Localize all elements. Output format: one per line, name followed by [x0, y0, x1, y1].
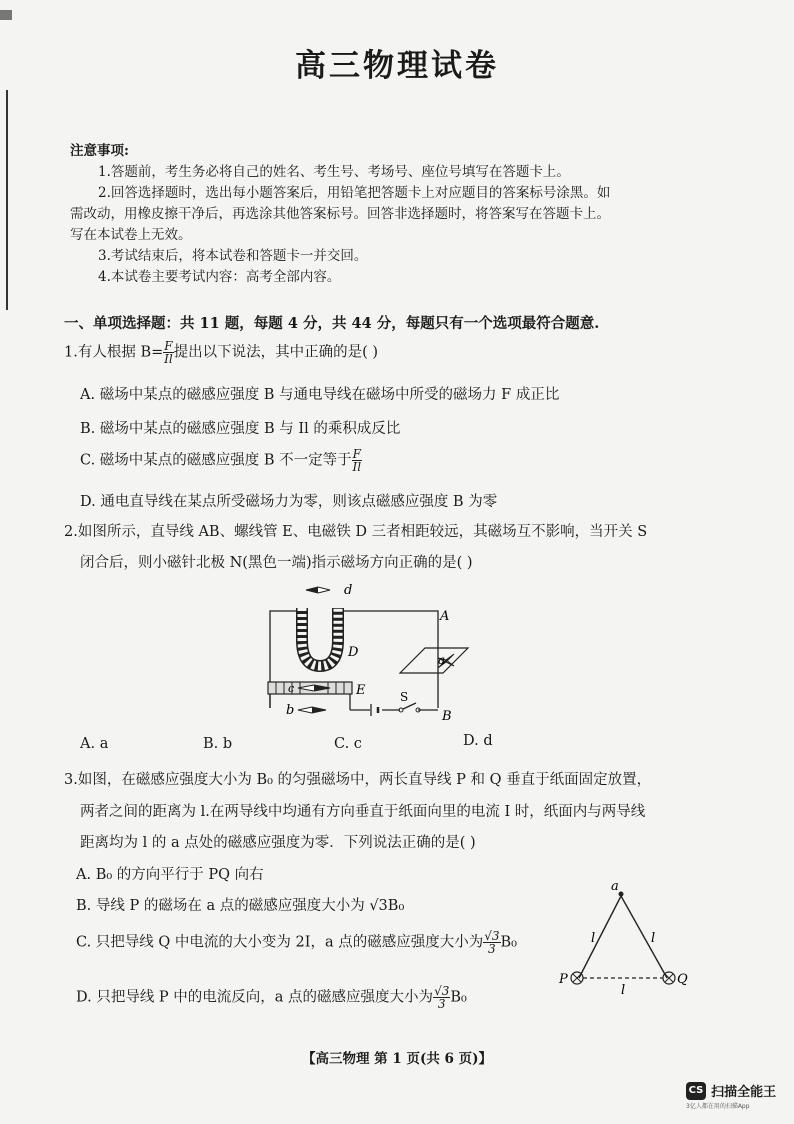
q3-triangle-diagram — [555, 880, 705, 995]
label-l-right: l — [651, 931, 656, 946]
q3-option-d-fraction: $\frac{√3}{3}$ — [434, 984, 450, 1011]
q2-stem-line-1: 2.如图所示，直导线 AB、螺线管 E、电磁铁 D 三者相距较远，其磁场互不影响，当开关 S — [64, 524, 648, 540]
label-l-bottom: l — [621, 983, 626, 995]
label-a: a — [438, 653, 446, 667]
scanner-name: 扫描全能王 — [711, 1085, 777, 1100]
q3-option-a: A. B₀ 的方向平行于 PQ 向右 — [76, 867, 264, 883]
q3-stem-line-2: 两者之间的距离为 l.在两导线中均通有方向垂直于纸面向里的电流 I 时，纸面内与两导线 — [80, 804, 646, 820]
scanner-watermark — [686, 1080, 776, 1110]
q3-option-c-fraction: $\frac{√3}{3}$ — [484, 929, 500, 956]
q1-option-a: A. 磁场中某点的磁感应强度 B 与通电导线在磁场中所受的磁场力 F 成正比 — [80, 387, 560, 403]
q3-stem-line-1: 3.如图，在磁感应强度大小为 B₀ 的匀强磁场中，两长直导线 P 和 Q 垂直于纸面固定放置， — [64, 772, 652, 788]
label-S: S — [400, 690, 409, 704]
q1-stem-pre: 1.有人根据 B= — [64, 344, 164, 361]
scanner-logo-icon: CS — [686, 1082, 706, 1100]
label-D: D — [348, 645, 359, 660]
label-P: P — [559, 972, 568, 987]
q1-option-b: B. 磁场中某点的磁感应强度 B 与 Il 的乘积成反比 — [80, 421, 401, 437]
q3-option-b: B. 导线 P 的磁场在 a 点的磁感应强度大小为 √3B₀ — [76, 898, 405, 914]
notice-heading: 注意事项: — [70, 143, 129, 159]
q2-stem-line-2: 闭合后，则小磁针北极 N(黑色一端)指示磁场方向正确的是( ) — [80, 555, 473, 571]
notice-line-2c: 写在本试卷上无效。 — [70, 227, 192, 243]
notice-line-2b: 需改动，用橡皮擦干净后，再选涂其他答案标号。回答非选择题时，将答案写在答题卡上。 — [70, 206, 610, 222]
label-E: E — [356, 683, 366, 698]
label-a-point: a — [611, 880, 619, 894]
page-edge-shadow — [6, 90, 8, 310]
q2-circuit-diagram — [260, 578, 470, 723]
q1-stem-post: 提出以下说法，其中正确的是( ) — [173, 344, 379, 361]
q2-option-b: B. b — [203, 736, 233, 752]
notice-line-2a: 2.回答选择题时，选出每小题答案后，用铅笔把答题卡上对应题目的答案标号涂黑。如 — [98, 185, 611, 201]
page-title: 高三物理试卷 — [295, 48, 499, 84]
q2-option-c: C. c — [334, 736, 362, 752]
page-corner-mark — [0, 10, 12, 20]
q1-option-d: D. 通电直导线在某点所受磁场力为零，则该点磁感应强度 B 为零 — [80, 494, 498, 510]
label-A: A — [440, 609, 450, 624]
q2-option-d: D. d — [463, 733, 493, 749]
q2-option-a: A. a — [80, 736, 109, 752]
q1-option-c: C. 磁场中某点的磁感应强度 B 不一定等于 $\frac{F}{Il}$ — [80, 447, 362, 474]
q1-option-c-fraction: $\frac{F}{Il}$ — [352, 447, 362, 474]
label-c: c — [288, 682, 295, 695]
notice-block — [70, 141, 610, 288]
label-l-left: l — [591, 931, 596, 946]
label-d: d — [344, 583, 353, 598]
section-heading: 一、单项选择题：共 11 题，每题 4 分，共 44 分，每题只有一个选项最符合题意. — [64, 315, 600, 332]
q3-option-d: D. 只把导线 P 中的电流反向，a 点的磁感应强度大小为 $\frac{√3}{3}$ B₀ — [76, 984, 467, 1011]
notice-line-3: 3.考试结束后，将本试卷和答题卡一并交回。 — [98, 248, 368, 264]
label-Q: Q — [677, 972, 688, 987]
q1-stem — [64, 340, 378, 365]
notice-line-4: 4.本试卷主要考试内容：高考全部内容。 — [98, 269, 341, 285]
label-B: B — [442, 709, 452, 723]
q1-formula: $\frac{F}{Il}$ — [164, 339, 173, 366]
page-footer: 【高三物理 第 1 页(共 6 页)】 — [301, 1051, 493, 1067]
notice-line-1: 1.答题前，考生务必将自己的姓名、考生号、考场号、座位号填写在答题卡上。 — [98, 164, 570, 180]
q3-stem-line-3: 距离均为 l 的 a 点处的磁感应强度为零．下列说法正确的是( ) — [80, 835, 476, 851]
label-b: b — [286, 703, 295, 718]
q3-option-c: C. 只把导线 Q 中电流的大小变为 2I，a 点的磁感应强度大小为 $\frac{√3}{3}$ B₀ — [76, 929, 517, 956]
scanner-slogan: 3亿人都在用的扫描App — [686, 1103, 750, 1110]
